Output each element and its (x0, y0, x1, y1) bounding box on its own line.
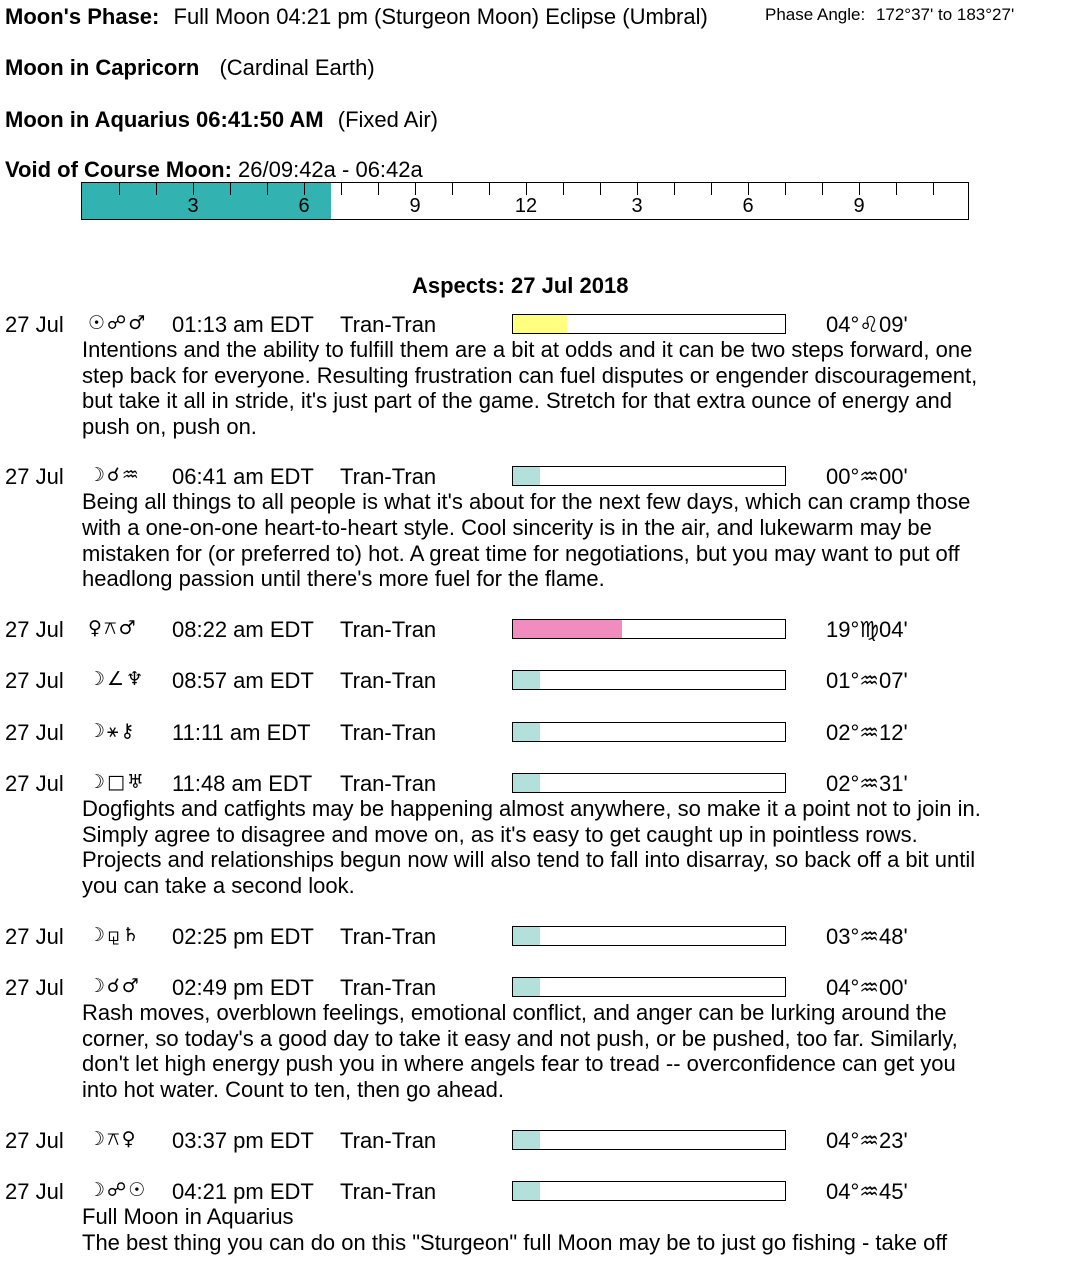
voc-timeline (81, 182, 969, 220)
aspect-strength-fill (513, 1131, 540, 1149)
aspect-glyphs-icon: ♀⚻♂ (88, 616, 138, 639)
voc-tick (341, 183, 342, 195)
aspect-row (0, 720, 1081, 746)
aspect-kind: Tran-Tran (340, 668, 437, 694)
aspect-position: 04°♒00' (826, 975, 908, 1001)
voc-tick (119, 183, 120, 195)
aspect-date: 27 Jul (5, 616, 64, 642)
aspect-position: 01°♒07' (826, 668, 908, 694)
aspect-strength-fill (513, 671, 540, 689)
voc-tick (748, 183, 749, 195)
aspect-description-line: step back for everyone. Resulting frustration can fuel disputes or engender discouragement, (82, 362, 978, 388)
aspect-strength-fill (513, 723, 540, 741)
aspect-position: 02°♒31' (826, 771, 908, 797)
voc-tick (600, 183, 601, 195)
aspect-glyphs-icon: ☽☌♂ (88, 975, 141, 998)
voc-value: 26/09:42a - 06:42a (238, 157, 423, 182)
aspect-strength-bar (512, 773, 786, 793)
aspect-strength-fill (513, 620, 622, 638)
aspect-date: 27 Jul (5, 668, 64, 694)
aspect-kind: Tran-Tran (340, 975, 437, 1001)
aspect-date: 27 Jul (5, 1127, 64, 1153)
aspect-description-line: Projects and relationships begun now will also tend to fall into disarray, so back off a bit until (82, 847, 976, 873)
voc-tick (674, 183, 675, 195)
aspect-strength-fill (513, 774, 540, 792)
aspect-time: 02:25 pm EDT (172, 923, 314, 949)
aspect-kind: Tran-Tran (340, 719, 437, 745)
aspect-strength-bar (512, 466, 786, 486)
moon-sign-1-label: Moon in Capricorn (5, 55, 200, 80)
aspect-position: 04°♌09' (826, 312, 908, 337)
voc-label: Void of Course Moon: (5, 157, 232, 182)
aspect-glyphs-icon: ☽☍☉ (88, 1179, 148, 1202)
aspect-position: 19°♍04' (826, 616, 908, 642)
aspect-strength-bar (512, 670, 786, 690)
aspect-description-line: into hot water. Count to ten, then go ahead. (82, 1076, 504, 1102)
aspect-time: 02:49 pm EDT (172, 975, 314, 1001)
aspect-description-line: but take it all in stride, it's just part of the game. Stretch for that extra ounce of energy and (82, 388, 952, 414)
voc-tick (526, 183, 527, 195)
aspect-strength-fill (513, 467, 540, 485)
aspect-date: 27 Jul (5, 719, 64, 745)
aspect-description-line: headlong passion until there's more fuel for the flame. (82, 566, 605, 592)
aspect-description-line: Dogfights and catfights may be happening almost anywhere, so make it a point not to join in. (82, 796, 981, 822)
voc-tick (637, 183, 638, 195)
aspect-row (0, 1128, 1081, 1154)
aspect-description (82, 1000, 1042, 1102)
aspect-strength-bar (512, 977, 786, 997)
phase-angle (765, 5, 1014, 25)
aspect-row (0, 617, 1081, 643)
aspect-time: 06:41 am EDT (172, 464, 314, 490)
aspect-kind: Tran-Tran (340, 616, 437, 642)
aspect-position: 04°♒23' (826, 1127, 908, 1153)
voc-tick (896, 183, 897, 195)
aspect-strength-fill (513, 315, 567, 333)
voc-tick (378, 183, 379, 195)
aspect-date: 27 Jul (5, 1179, 64, 1205)
voc-tick (785, 183, 786, 195)
voc-tick (859, 183, 860, 195)
aspect-glyphs-icon: ☽⚻♀ (88, 1127, 138, 1150)
aspect-row (0, 975, 1081, 1001)
aspect-glyphs-icon: ☽∠♆ (88, 668, 146, 691)
voc-tick-label: 9 (853, 195, 865, 217)
aspect-description-line: Full Moon in Aquarius (82, 1204, 294, 1230)
aspect-description-line: mistaken for (or preferred to) hot. A great time for negotiations, but you may want to put off (82, 540, 960, 566)
aspect-position: 02°♒12' (826, 719, 908, 745)
voc-tick (267, 183, 268, 195)
aspect-description-line: don't let high energy push you in where angels fear to tread -- overconfidence can get you (82, 1051, 956, 1077)
voc-tick (489, 183, 490, 195)
aspect-glyphs-icon: ☽⚼♄ (88, 923, 142, 946)
aspect-time: 11:11 am EDT (172, 719, 311, 745)
aspect-description-line: Being all things to all people is what it's about for the next few days, which can cramp those (82, 489, 971, 515)
aspect-glyphs-icon: ☉☍♂ (88, 312, 148, 334)
aspect-kind: Tran-Tran (340, 1179, 437, 1205)
aspect-strength-bar (512, 1130, 786, 1150)
phase-angle-label: Phase Angle: (765, 5, 866, 24)
aspect-time: 11:48 am EDT (172, 771, 313, 797)
voc-tick (933, 183, 934, 195)
moon-phase-label: Moon's Phase: (5, 4, 160, 29)
aspect-description-line: Simply agree to disagree and move on, as it's easy to get caught up in pointless rows. (82, 821, 918, 847)
moon-sign-1 (5, 55, 375, 81)
aspect-date: 27 Jul (5, 923, 64, 949)
aspect-row (0, 668, 1081, 694)
aspect-strength-bar (512, 722, 786, 742)
voc-tick (193, 183, 194, 195)
aspect-date: 27 Jul (5, 771, 64, 797)
aspect-time: 08:22 am EDT (172, 616, 314, 642)
aspect-row (0, 924, 1081, 950)
voc-tick (304, 183, 305, 195)
voc-tick-label: 3 (187, 195, 199, 217)
phase-angle-value: 172°37' to 183°27' (875, 5, 1015, 24)
moon-phase-line (5, 4, 708, 30)
aspect-strength-bar (512, 619, 786, 639)
voc-tick (156, 183, 157, 195)
voc-tick (711, 183, 712, 195)
aspect-date: 27 Jul (5, 464, 64, 490)
moon-sign-2 (5, 107, 438, 133)
aspect-strength-fill (513, 927, 540, 945)
aspect-description-line: you can take a second look. (82, 873, 355, 899)
aspect-position: 00°♒00' (826, 464, 908, 490)
aspect-position: 03°♒48' (826, 923, 908, 949)
voc-tick (822, 183, 823, 195)
moon-sign-1-detail: (Cardinal Earth) (219, 55, 375, 80)
aspect-time: 04:21 pm EDT (172, 1179, 314, 1205)
void-of-course (5, 157, 423, 183)
aspect-glyphs-icon: ☽☌♒ (88, 464, 141, 487)
aspect-description-line: The best thing you can do on this "Sturgeon" full Moon may be to just go fishing - take off (82, 1229, 948, 1255)
aspect-strength-bar (512, 926, 786, 946)
aspect-glyphs-icon: ☽□♅ (88, 771, 147, 794)
aspect-row (0, 771, 1081, 797)
aspect-description-line: Intentions and the ability to fulfill them are a bit at odds and it can be two steps forward, one (82, 337, 973, 362)
aspect-description-line: Rash moves, overblown feelings, emotional conflict, and anger can be lurking around the (82, 1000, 947, 1026)
moon-sign-2-detail: (Fixed Air) (337, 107, 439, 132)
aspect-strength-bar (512, 1181, 786, 1201)
voc-tick-label: 12 (514, 195, 538, 217)
aspect-time: 01:13 am EDT (172, 312, 314, 337)
aspect-kind: Tran-Tran (340, 312, 437, 337)
voc-tick (230, 183, 231, 195)
aspect-description (82, 1204, 1042, 1255)
aspect-description-line: corner, so today's a good day to take it easy and not push, or be pushed, too far. Similarly, (82, 1025, 958, 1051)
voc-tick-label: 6 (298, 195, 310, 217)
aspect-kind: Tran-Tran (340, 1127, 437, 1153)
aspect-description-line: with a one-on-one heart-to-heart style. Cool sincerity is in the air, and lukewarm may be (82, 514, 932, 540)
aspect-date: 27 Jul (5, 975, 64, 1001)
voc-tick (563, 183, 564, 195)
aspect-description-line: push on, push on. (82, 413, 257, 439)
voc-tick-label: 3 (631, 195, 643, 217)
voc-tick (415, 183, 416, 195)
voc-tick-label: 9 (409, 195, 421, 217)
aspect-strength-fill (513, 1182, 540, 1200)
voc-tick (452, 183, 453, 195)
aspect-date: 27 Jul (5, 312, 64, 337)
aspect-strength-fill (513, 978, 540, 996)
aspect-description (82, 796, 1042, 898)
aspect-strength-bar (512, 314, 786, 334)
moon-phase-value: Full Moon 04:21 pm (Sturgeon Moon) Eclipse (Umbral) (173, 4, 708, 29)
aspect-time: 08:57 am EDT (172, 668, 314, 694)
aspects-title: Aspects: 27 Jul 2018 (412, 273, 629, 298)
aspect-time: 03:37 pm EDT (172, 1127, 314, 1153)
aspect-kind: Tran-Tran (340, 464, 437, 490)
aspect-row (0, 464, 1081, 490)
aspect-description (82, 337, 1042, 439)
aspect-position: 04°♒45' (826, 1179, 908, 1205)
aspect-row (0, 312, 1081, 338)
moon-sign-2-label: Moon in Aquarius 06:41:50 AM (5, 107, 324, 132)
aspect-kind: Tran-Tran (340, 923, 437, 949)
voc-tick-label: 6 (742, 195, 754, 217)
aspect-kind: Tran-Tran (340, 771, 437, 797)
aspect-row (0, 1179, 1081, 1205)
aspect-glyphs-icon: ☽⚹⚷ (88, 719, 137, 742)
aspect-description (82, 489, 1042, 591)
